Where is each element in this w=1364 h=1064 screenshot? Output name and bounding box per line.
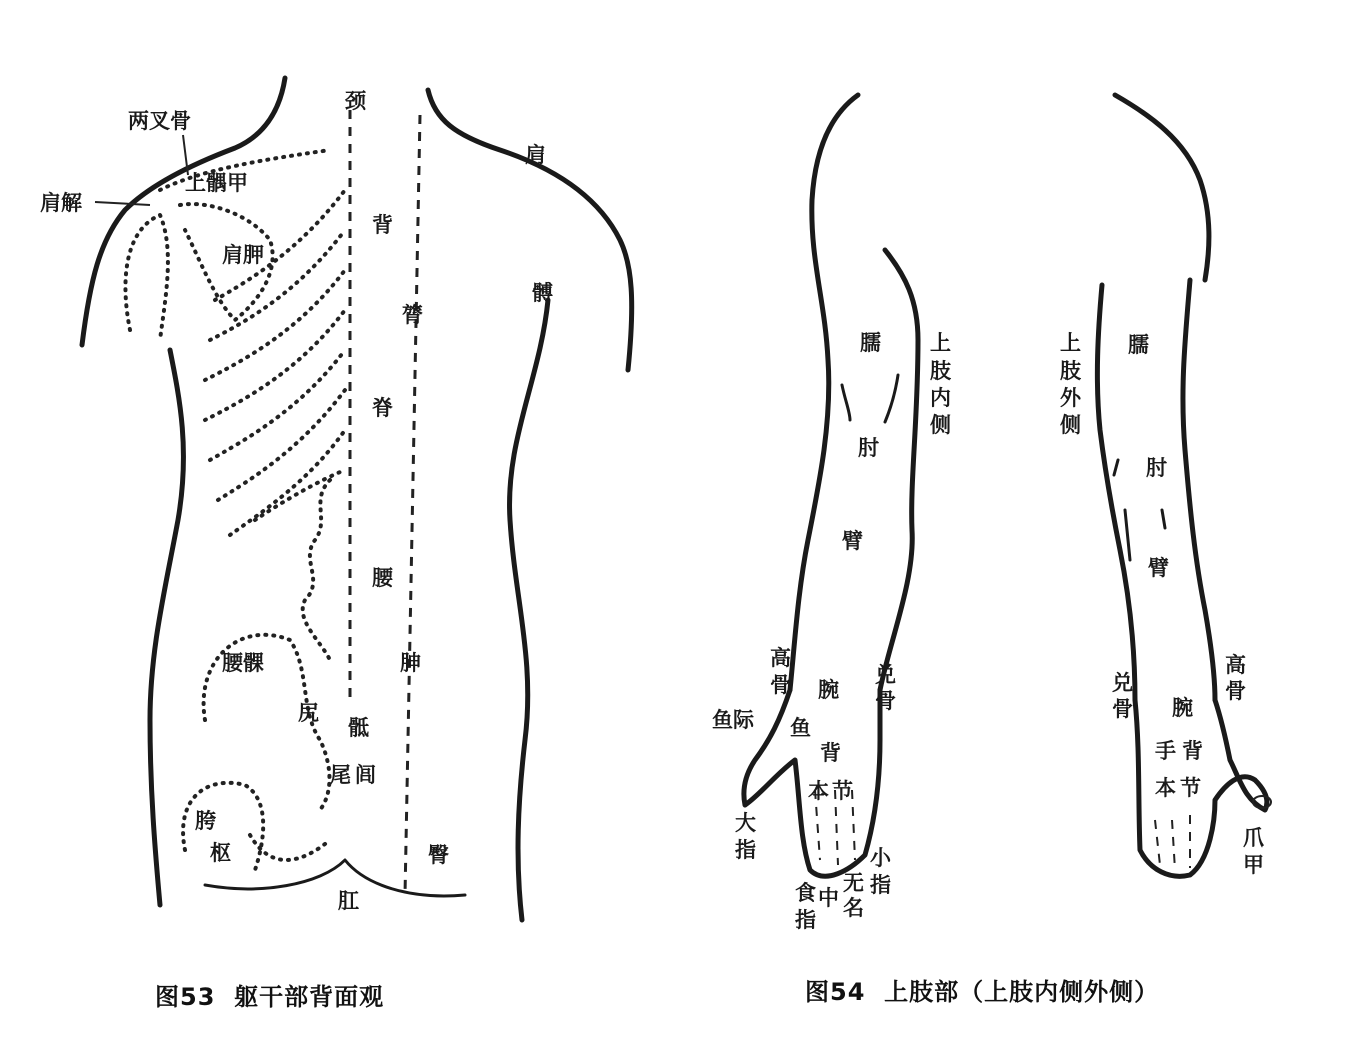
inner-xiao-zhi-label: [870, 845, 892, 897]
inner-rui-gu: 骨: [875, 688, 896, 713]
outer-rui-gu-label: [1112, 670, 1133, 721]
outer-elbow-mark-2: [1162, 510, 1165, 528]
label-jianjia: 肩胛: [222, 242, 264, 267]
inner-side-char-4: 侧: [930, 412, 951, 437]
label-kua: 胯: [195, 808, 216, 833]
inner-shi-zhi: 指: [795, 907, 816, 932]
inner-arm-lateral-outline: [790, 95, 858, 690]
inner-label-nao: 臑: [860, 330, 881, 355]
outer-label-nao: 臑: [1128, 332, 1149, 357]
inner-label-yu-ji: 鱼际: [712, 707, 754, 732]
inner-rui-gu-label: [875, 662, 896, 713]
outer-gao-gu-label: [1225, 652, 1246, 703]
inner-label-bei-char: 背: [820, 740, 841, 765]
inner-wu-ming-label: [843, 870, 864, 920]
inner-label-zhong: 中: [818, 885, 839, 910]
inner-gao-gu-label: [770, 645, 791, 697]
outer-arm: [1060, 95, 1271, 877]
label-shang-jia: 上髃甲: [185, 170, 248, 195]
inner-shi: 食: [795, 880, 816, 905]
inner-label-yu: 鱼: [790, 715, 811, 740]
inner-side-char-1: 上: [930, 330, 951, 355]
figure-54-upper-limb: [712, 95, 1271, 1006]
inner-side-char-2: 肢: [930, 358, 951, 383]
inner-arm-medial-outline: [880, 250, 918, 690]
inner-rui: 兑: [875, 662, 896, 687]
outer-label-ben: 本: [1155, 775, 1176, 800]
label-kao: 尻: [298, 700, 319, 725]
outer-rui: 兑: [1112, 670, 1133, 695]
label-bei: 背: [372, 212, 393, 237]
inner-da-zhi: 指: [735, 837, 756, 862]
outer-label-jie: 节: [1180, 775, 1201, 800]
label-yao: 腰: [372, 565, 393, 590]
buttock-curve: [205, 860, 465, 896]
outer-elbow-mark-1: [1114, 460, 1118, 475]
label-wei: 尾: [330, 762, 351, 787]
label-gang: 肛: [338, 888, 359, 913]
outer-finger-lines: [1155, 815, 1190, 870]
inner-label-wan: 腕: [818, 677, 839, 702]
label-lv: 膂: [402, 302, 423, 327]
inner-side-label: [930, 330, 952, 437]
label-ji: 脊: [372, 395, 393, 420]
inner-gu: 骨: [770, 672, 791, 697]
figure-54-caption: 图54 上肢部（上肢内侧外侧）: [805, 978, 1160, 1006]
outer-zhua: 爪: [1243, 825, 1264, 850]
label-liang-cha-gu: 两叉骨: [128, 108, 191, 133]
inner-elbow-crease-2: [885, 375, 898, 422]
label-jian-jie: 肩解: [40, 190, 82, 215]
inner-label-ben: 本: [808, 778, 829, 803]
inner-side-char-3: 内: [930, 385, 951, 410]
inner-arm: [712, 95, 952, 932]
label-jian-right: 肩: [525, 142, 546, 167]
label-shu: 枢: [210, 840, 231, 865]
inner-da-zhi-label: [735, 810, 756, 862]
outer-gao: 高: [1225, 652, 1246, 677]
inner-wu: 无: [843, 870, 864, 895]
label-gu-spine: 骶: [348, 715, 369, 740]
left-torso-outline: [150, 350, 183, 905]
outer-label-bi: 臂: [1148, 555, 1169, 580]
outer-label-wan: 腕: [1172, 695, 1193, 720]
outer-gao-gu: 骨: [1225, 678, 1246, 703]
outer-side-char-2: 肢: [1060, 358, 1081, 383]
lumbar-vertebrae-dotted: [303, 480, 330, 660]
label-lv-bone: 闾: [355, 762, 376, 787]
inner-label-zhou: 肘: [858, 435, 879, 460]
outer-arm-top-outline: [1115, 95, 1209, 280]
label-shen: 胂: [400, 650, 421, 675]
outer-label-zhou: 肘: [1146, 455, 1167, 480]
inner-da: 大: [735, 810, 756, 835]
right-shoulder-outline: [428, 90, 632, 370]
outer-arm-lateral-outline: [1183, 280, 1215, 700]
outer-side-label: [1060, 330, 1082, 437]
inner-label-bi: 臂: [842, 528, 863, 553]
outer-side-char-4: 侧: [1060, 412, 1081, 437]
leader-jian-jie: [95, 202, 150, 205]
paravertebral-line: [405, 115, 420, 895]
outer-label-bei: 背: [1182, 738, 1203, 763]
inner-gao: 高: [770, 645, 791, 670]
outer-side-char-1: 上: [1060, 330, 1081, 355]
outer-zhua-jia-label: [1243, 825, 1264, 877]
label-yao-gu: 腰髁: [222, 650, 264, 675]
outer-side-char-3: 外: [1060, 385, 1081, 410]
inner-elbow-crease: [842, 385, 850, 420]
label-bo: 髆: [532, 280, 553, 305]
figure-53-caption: 图53 躯干部背面观: [155, 983, 385, 1011]
inner-xiao: 小: [870, 845, 891, 870]
outer-zhua-jia: 甲: [1243, 852, 1264, 877]
shoulder-dotted: [125, 215, 167, 340]
label-tun: 臀: [428, 842, 449, 867]
inner-ming: 名: [843, 895, 864, 920]
label-jing: 颈: [345, 88, 366, 113]
inner-label-jie: 节: [832, 778, 853, 803]
figure-53-trunk-back: [40, 78, 632, 1011]
inner-xiao-zhi: 指: [870, 872, 891, 897]
outer-rui-gu: 骨: [1112, 696, 1133, 721]
inner-shi-zhi-label: [795, 880, 816, 932]
outer-elbow-mark-3: [1125, 510, 1130, 560]
outer-label-shou: 手: [1155, 738, 1176, 763]
right-torso-outline: [510, 300, 548, 920]
